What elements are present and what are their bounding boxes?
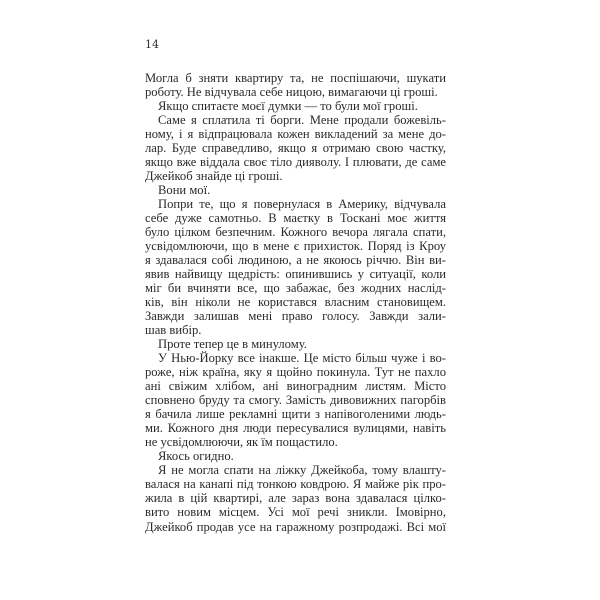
text-line: роже, ніж країна, яку я щойно покинула. Тут не пахло <box>145 365 446 380</box>
text-line: Завжди залишав мені право голосу. Завжди зали- <box>145 309 446 324</box>
text-line: я здавалася собі людиною, а не якоюсь річчю. Він ви- <box>145 253 446 268</box>
text-line: явив найвищу щедрість: опинившись у ситуації, коли <box>145 267 446 282</box>
text-line: лар. Буде справедливо, якщо я отримаю свою частку, <box>145 141 446 156</box>
text-line: жила в цій квартирі, але зараз вона здавалася цілко- <box>145 491 446 506</box>
text-line: усвідомлюючи, що в мене є прихисток. Поряд із Кроу <box>145 239 446 254</box>
text-line: шав вибір. <box>145 323 202 338</box>
text-line: Якось огидно. <box>158 449 234 464</box>
text-line: ані свіжим хлібом, ані виноградним листям. Місто <box>145 379 446 394</box>
text-line: роботу. Не відчувала себе ницою, вимагаючи ці гроші. <box>145 85 438 100</box>
text-line: сповнено бруду та смогу. Замість дивовижних пагорбів <box>145 393 446 408</box>
text-line: ми. Кожного дня люди пересувалися вулицями, навіть <box>145 421 446 436</box>
page-number: 14 <box>145 38 159 51</box>
text-line: я бачила лише рекламні щити з напівоголеними людь- <box>145 407 446 422</box>
text-line: Попри те, що я повернулася в Америку, відчувала <box>158 197 446 212</box>
text-line: Саме я сплатила ті борги. Мене продали божевіль- <box>158 113 446 128</box>
text-line: Проте тепер це в минулому. <box>158 337 307 352</box>
text-line: було цілком безпечним. Кожного вечора лягала спати, <box>145 225 446 240</box>
text-line: не усвідомлюючи, як їм пощастило. <box>145 435 338 450</box>
body-text <box>145 71 446 534</box>
text-line: валася на канапі під тонкою ковдрою. Я майже рік про- <box>145 477 446 492</box>
text-line: вито новим місцем. Усі мої речі зникли. Імовірно, <box>145 505 446 520</box>
text-line: Якщо спитаєте моєї думки — то були мої гроші. <box>158 99 418 114</box>
text-line: себе дуже самотньо. В маєтку в Тоскані моє життя <box>145 211 446 226</box>
text-line: Вони мої. <box>158 183 211 198</box>
text-line: Я не могла спати на ліжку Джейкоба, тому влашту- <box>158 463 446 478</box>
text-line: Джейкоб знайде ці гроші. <box>145 169 283 184</box>
text-line: ків, він ніколи не користався власним становищем. <box>145 295 446 310</box>
text-line: Могла б зняти квартиру та, не поспішаючи, шукати <box>145 71 446 85</box>
text-line: У Нью-Йорку все інакше. Це місто більш чуже і во- <box>158 351 446 366</box>
text-line: Джейкоб продав усе на гаражному розпродажі. Всі мої <box>145 519 446 534</box>
text-line: якщо вже віддала своє тіло дияволу. І плювати, де саме <box>145 155 446 170</box>
text-line: міг би вчиняти все, що забажає, без жодних наслід- <box>145 281 446 296</box>
text-line: ному, і я відпрацювала кожен викладений за мене до- <box>145 127 446 142</box>
